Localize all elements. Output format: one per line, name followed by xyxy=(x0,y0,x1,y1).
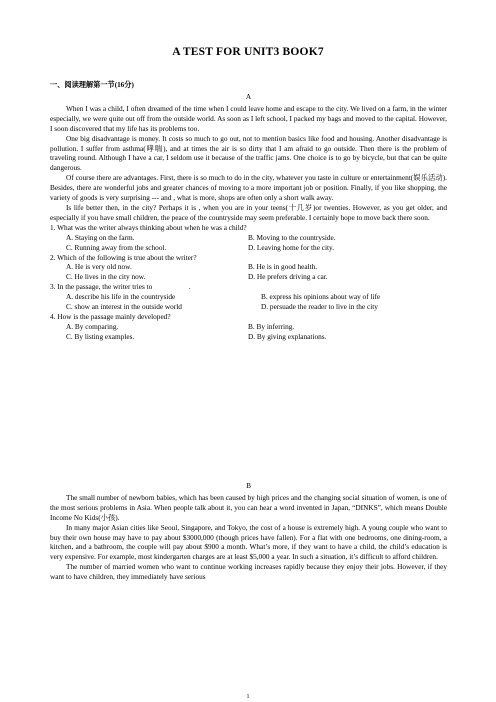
option-d: D. persuade the reader to live in the city xyxy=(261,302,378,312)
option-b: B. express his opinions about way of life xyxy=(261,292,381,302)
option-row xyxy=(50,322,447,332)
page-number: 1 xyxy=(246,694,250,700)
paragraph: Of course there are advantages. First, there is so much to do in the city, whatever you taste in culture or entertainment(娱乐活动). Besides, there are wonderful jobs and greater chances of moving to a more important job or position. Finally, if you like shopping, the variety of goods is very surprising --- and , what is more, shops are often only a short walk away. xyxy=(50,173,447,203)
question-stem: 4. How is the passage mainly developed? xyxy=(50,311,171,321)
question-4 xyxy=(50,312,447,342)
option-a: A. Staying on the farm. xyxy=(66,232,135,242)
option-a: A. By comparing. xyxy=(66,321,119,331)
paragraph: The small number of newborn babies, which has been caused by high prices and the changing social situation of women, is one of the most serious problems in Asia. When people talk about it, you can hear a word invented in Japan, “DINKS”, which means Double Income No Kids(小孩). xyxy=(50,492,447,522)
paragraph: Is life better then, in the city? Perhaps it is , when you are in your teens(十几岁)or twenties. However, as you get older, and especially if you have small children, the peace of the countryside may seem preferable. I certainly hope to move back there soon. xyxy=(50,202,447,222)
option-b: B. He is in good health. xyxy=(248,262,318,272)
option-b: B. Moving to the countryside. xyxy=(248,232,336,242)
paragraph: One big disadvantage is money. It costs so much to go out, not to mention basics like food and housing. Another disadvantage is pollution. I suffer from asthma(哮喘), and at times the air is so dirty that I am afraid to go outside. Then there is the problem of traveling round. Although I have a car, I seldom use it because of the traffic jams. One choice is to go by bicycle, but that can be quite dangerous. xyxy=(50,133,447,173)
option-row xyxy=(50,332,447,342)
question-stem: 3. In the passage, the writer tries to . xyxy=(50,282,191,292)
option-row xyxy=(50,292,447,302)
paragraph: In many major Asian cities like Seoul, Singapore, and Tokyo, the cost of a house is extremely high. A young couple who want to buy their own house may have to pay about $3000,000 (though prices have fallen). For a flat with one bedrooms, one dining-room, a kitchen, and a bathroom, the couple will pay about $900 a month. What’s more, if they want to have a child, the child’s education is very expensive. For example, most kindergarten charges are at least $5,000 a year. In such a situation, it’s difficult to afford children. xyxy=(50,522,447,562)
document-title: A TEST FOR UNIT3 BOOK7 xyxy=(172,46,324,58)
option-row xyxy=(50,272,447,282)
question-stem: 2. Which of the following is true about the writer? xyxy=(50,252,197,262)
option-c: C. He lives in the city now. xyxy=(66,272,146,282)
option-c: C. Running away from the school. xyxy=(66,242,167,252)
question-1 xyxy=(50,223,447,253)
option-c: C. By listing examples. xyxy=(66,331,135,341)
option-d: D. By giving explanations. xyxy=(248,331,327,341)
passage-b xyxy=(50,481,447,582)
paragraph: When I was a child, I often dreamed of the time when I could leave home and escape to the city. We lived on a farm, in the winter especially, we were quite out off from the outside world. As soon as I left school, I packed my bags and moved to the capital. However, I soon discovered that my life has its problems too. xyxy=(50,103,447,133)
option-row xyxy=(50,233,447,243)
option-row xyxy=(50,262,447,272)
option-row xyxy=(50,302,447,312)
passage-b-label: B xyxy=(246,481,251,490)
passage-a xyxy=(50,92,447,342)
option-c: C. show an interest in the outside world xyxy=(66,302,182,312)
option-b: B. By inferring. xyxy=(248,321,295,331)
question-2 xyxy=(50,253,447,283)
question-stem: 1. What was the writer always thinking about when he was a child? xyxy=(50,222,247,232)
option-d: D. He prefers driving a car. xyxy=(248,272,328,282)
option-a: A. describe his life in the countryside xyxy=(66,292,176,302)
option-a: A. He is very old now. xyxy=(66,262,132,272)
option-d: D. Leaving home for the city. xyxy=(248,242,335,252)
section-heading: 一、阅读理解第一节(16分) xyxy=(50,81,134,89)
paragraph: The number of married women who want to continue working increases rapidly because they enjoy their jobs. However, if they want to have children, they immediately have serious xyxy=(50,562,447,582)
question-3 xyxy=(50,282,447,312)
option-row xyxy=(50,243,447,253)
passage-a-label: A xyxy=(245,92,252,101)
